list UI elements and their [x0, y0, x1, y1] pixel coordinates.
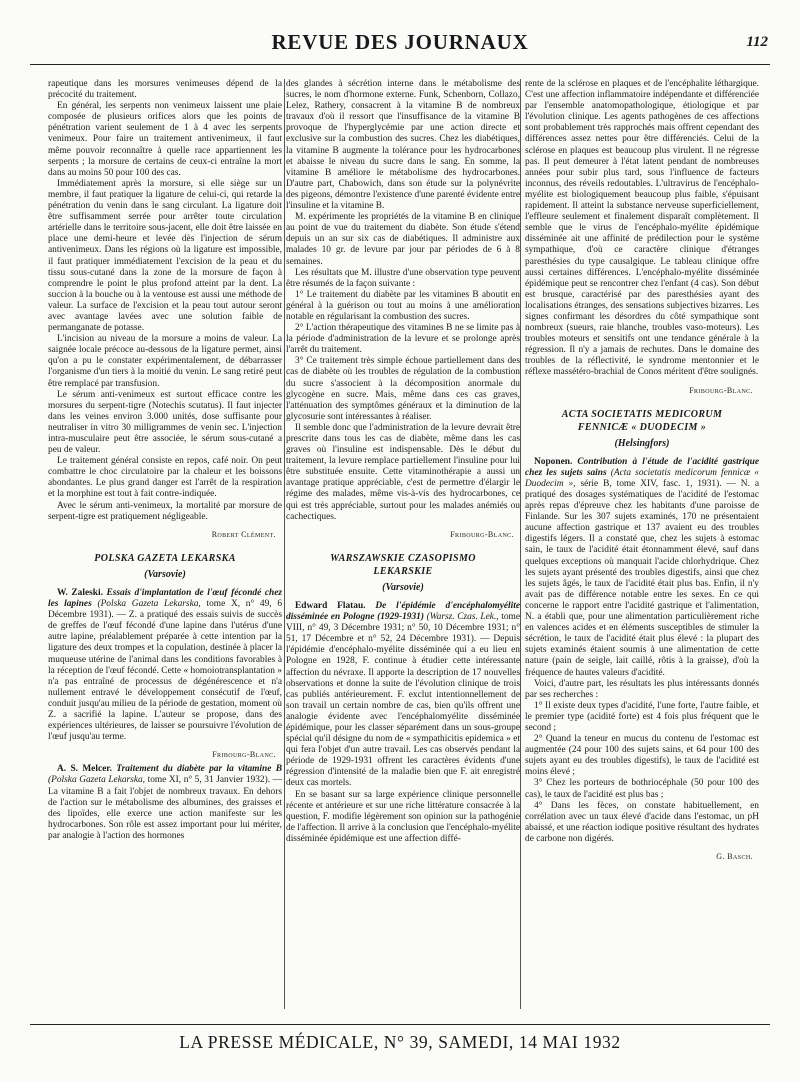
- signature: Robert Clément.: [211, 529, 276, 539]
- article-body: tome XI, n° 5, 31 Janvier 1932). — La vitamine B a fait l'objet de nombreux travaux. En dehors de l'action sur le métabolisme des albumines, des graisses et des lipoïdes, elle exerce une action manifeste sur les hydrocarbones. Son rôle est assez important pour lui mériter, par analogie à l'action des hormones: [48, 775, 282, 841]
- article-body: série B, tome XIV, fasc. 1, 1931). — N. a pratiqué des dosages systématiques de l'acidité de l'estomac après repas d'épreuve chez les habitants d'une paroisse de Finlande. Sur les 307 sujets examinés, 170 ne présentaient aucune affection gastrique et 137 avaient eu des troubles digestifs légers. Il a constaté que, chez les sujets à estomac sain, le taux de l'acidité était étonnamment élevé, sauf dans quelques exceptions où manquait l'acide chlorhydrique. Chez les sujets ayant présenté des troubles digestifs, ainsi que chez les sujets âgés, le taux de l'acidité était plus bas. Enfin, il n'y avait pas de différence notable entre les sexes. En ce qui concerne le rapport entre l'acidité gastrique et l'alimentation, N. a établi que, pour une alimentation particulièrement riche en valences acides et en éléments susceptibles de stimuler la sécrétion, le taux de l'acidité était plus élevé : la plupart des sujets examinés étaient soumis à une alimentation de cette nature (pain de seigle, lait caillé, rôtis à la graisse), d'où la fréquence de hautes valeurs d'acidité.: [525, 478, 759, 678]
- article-title: Essais d'implantation de l'œuf fécondé chez les lapines: [48, 587, 282, 610]
- journal-section-title: [286, 552, 520, 578]
- paragraph: Le traitement général consiste en repos, café noir. On peut combattre le choc circulatoire par la chaleur et les boissons abondantes. Le plus grand danger est l'arrêt de la respiration et la morphine est tout à fait contre-indiquée.: [48, 456, 282, 500]
- paragraph: rapeutique dans les morsures venimeuses dépend de la précocité du traitement.: [48, 79, 282, 101]
- paragraph: Avec le sérum anti-venimeux, la mortalité par morsure de serpent-tigre est pratiquement négligeable.: [48, 500, 282, 522]
- journal-title: REVUE DES JOURNAUX: [271, 30, 529, 54]
- list-item: 1° Le traitement du diabète par les vitamines B aboutit en général à la guérison ou tout au moins à une amélioration notable en régularisant la combustion des sucres.: [286, 289, 520, 322]
- article-abstract: [48, 588, 282, 743]
- article-citation: (Polska Gazeta Lekarska,: [48, 775, 146, 786]
- journal-section-place: (Varsovie): [382, 581, 424, 593]
- paragraph: Voici, d'autre part, les résultats les plus intéressants donnés par ses recherches :: [525, 678, 759, 700]
- article-abstract: [48, 764, 282, 842]
- article-author: Noponen.: [534, 456, 573, 467]
- article-author: W. Zaleski.: [57, 587, 103, 598]
- journal-section-title-line: WARSZAWSKIE CZASOPISMO: [330, 552, 476, 564]
- article-body: tome X, n° 49, 6 Décembre 1931). — Z. a pratiqué des essais suivis de succès de greffes de l'œuf fécondé d'une lapine dans l'utérus d'une autre lapine, préalablement préparée à cette intention par la ligature des deux trompes et la copulation, destinée à placer la muqueuse utérine de l'animal dans les conditions favorables à la réception de l'œuf fécondé. Cette « homoiotransplantation » n'a pas entraîné de processus de dégénérescence et n'a nullement entravé le développement consécutif de l'œuf, conduit jusqu'au milieu de la période de gestation, moment où Z. a sacrifié la lapine. L'auteur se propose, dans des expériences ultérieures, de laisser se poursuivre l'évolution de l'œuf jusqu'au terme.: [48, 599, 282, 743]
- paragraph: des glandes à sécrétion interne dans le métabolisme des sucres, le nom d'hormone externe. Funk, Schenborn, Collazo, Lelez, Rathery, consacrent à la vitamine B de nombreux travaux d'où il ressort que l'insuffisance de la vitamine B provoque de l'hyperglycémie par une action directe et exclusive sur la combustion des sucres. Chez les diabétiques, la vitamine B augmente la tolérance pour les hydrocarbones et abaisse le niveau du sucre dans le sang. En somme, la vitamine B améliore le métabolisme des hydrocarbones. D'autre part, Chabowich, dans son étude sur la polynévrite des pigeons, démontre l'existence d'une parenté évidente entre l'insuline et la vitamine B.: [286, 79, 520, 212]
- paragraph: Immédiatement après la morsure, si elle siège sur un membre, il faut pratiquer la ligature de celui-ci, qui retarde la pénétration du venin dans le sang circulant. La ligature doit être suffisamment serrée pour arrêter toute circulation artérielle dans le territoire sous-jacent, elle doit être laissée en place une demi-heure et levée dès l'injection de sérum antivenimeux. Dans les régions où la ligature est impossible, il faut pratiquer immédiatement l'excision de la peau et du tissu sous-cutané dans la zone de la morsure de façon à comprendre le point le plus profond atteint par la dent. La succion à la bouche ou à la ventouse est aussi une méthode de valeur. La surface de l'excision et la peau tout autour seront avec avantage lavées avec une solution faible de permanganate de potasse.: [48, 178, 282, 334]
- paragraph: M. expérimente les propriétés de la vitamine B en clinique au point de vue du traitement du diabète. Son étude s'étend depuis un an sur six cas de diabétiques. Il administre aux malades 10 gr. de levure par jour par périodes de 6 à 8 semaines.: [286, 212, 520, 267]
- signature: Fribourg-Blanc.: [212, 750, 276, 760]
- paragraph: Il semble donc que l'administration de la levure devrait être prescrite dans tous les cas de diabète, même dans les cas graves où l'insuline est indispensable. Dès le début du traitement, la levure remplace partiellement l'insuline pour lui être substituée ensuite. Cette vitaminothérapie a aussi un avantage pratique appréciable, c'est de permettre d'élargir le régime des malades, même vis-à-vis des hydrocarbones, ce qui est très appréciable, surtout pour les malades anémiés ou cachectiques.: [286, 422, 520, 522]
- article-body: tome VIII, n° 49, 3 Décembre 1931; n° 50, 10 Décembre 1931; n° 51, 17 Décembre et n° 52, 24 Décembre 1931). — Depuis l'épidémie d'encéphalo-myélite disséminée qui a eu lieu en Pologne en 1928, F. continue à étudier cette intéressante affection du névraxe. Il apporte la description de 17 nouvelles observations et donne la suite de l'évolution clinique de trois cas publiés antérieurement. F. exclut intentionnellement de son travail un certain nombre de cas, bien qu'ils offrent une analogie évidente avec l'encéphalomyélite disséminée épidémique, pour les classer séparément dans un sous-groupe spécial qu'il désigne du nom de « sympathicitis epidemica » et qui fera l'objet d'un autre travail. Les cas observés pendant la période de 1929-1931 offrent les caractères évidents d'une régression d'intensité de la maladie bien que F. ait enregistré deux cas mortels.: [286, 612, 520, 789]
- article-author: A. S. Melcer.: [57, 764, 112, 775]
- signature: G. Basch.: [716, 852, 753, 861]
- article-title: Traitement du diabète par la vitamine B: [116, 764, 282, 775]
- paragraph: En se basant sur sa large expérience clinique personnelle récente et antérieure et sur une riche littérature consacrée à la question, F. modifie légèrement son opinion sur la pathogénie de l'affection. Il arrive à la conclusion que l'encéphalo-myélite disséminée épidémique est une affection diffé-: [286, 789, 520, 844]
- article-citation: (Warsz. Czas. Lek.,: [426, 612, 499, 623]
- journal-section-place: (Varsovie): [144, 568, 186, 580]
- article-abstract: [286, 601, 520, 790]
- page-header: [30, 24, 770, 65]
- page-number: 112: [746, 34, 768, 50]
- list-item: 2° L'action thérapeutique des vitamines B ne se limite pas à la période d'administration de la levure et se prolonge après l'arrêt du traitement.: [286, 323, 520, 356]
- article-title: De l'épidémie d'encéphalomyélite disséminée en Pologne (1929-1931): [286, 600, 520, 623]
- column-middle: [286, 79, 520, 1014]
- column-divider: [284, 79, 285, 1009]
- paragraph: L'incision au niveau de la morsure a moins de valeur. La saignée locale précoce au-dessous de la ligature permet, ainsi qu'on a pu le constater expérimentalement, de débarrasser l'organisme d'un tiers à la moitié du venin. Le sang retiré peut être remplacé par transfusion.: [48, 334, 282, 389]
- article-citation: (Polska Gazeta Lekarska,: [97, 599, 201, 610]
- article-author: Edward Flatau.: [295, 600, 366, 611]
- article-citation: (Acta societatis medicorum fennicæ « Duodecim »,: [525, 467, 759, 489]
- journal-section-place: (Helsingfors): [614, 437, 670, 449]
- paragraph: rente de la sclérose en plaques et de l'encéphalite léthargique. C'est une affection inflammatoire indépendante et différenciée par l'ensemble anatomopathologique, étiologique et par l'évolution clinique. Les agents pathogènes de ces affections sont probablement très rapprochés mais offrent cependant des différences assez nettes pour être différenciés. Celui de la sclérose en plaques est beaucoup plus virulent. Il ne régresse pas. Il peut demeurer à l'état latent pendant de nombreuses années pour subir plus tard, sous l'influence de facteurs inconnus, des réveils redoutables. L'ultravirus de l'encéphalo-myélite est biologiquement beaucoup plus faible, s'épuisant rapidement. Il atteint la substance nerveuse superficiellement, l'effleure seulement et finalement disparaît complètement. Il semble que le virus de l'encéphalo-myélite épidémique disséminée ait une affinité de prédilection pour le système sympathique, d'où ce caractère clinique d'étranges paresthésies du type causalgique. Le tableau clinique offre aussi certaines différences. L'encéphalo-myélite disséminée épidémique peut se rencontrer chez l'enfant (4 cas). Son début est brusque, caractérisé par des paresthésies ayant des localisations étranges, des sensations subjectives bizarres. Les signes confirmant les désordres du côté sympathique sont nombreux (sueurs, raie blanche, troubles vaso-moteurs). Les troubles moteurs et sensitifs ont une tendance générale à la régression. Il n'y a jamais de rechutes. Dans le domaine des troubles de la réflectivité, le syndrome mentonnier et le réflexe massétéro-brachial de Conos méritent d'être soulignés.: [525, 79, 759, 378]
- page-footer: [30, 1024, 770, 1059]
- paragraph: En général, les serpents non venimeux laissent une plaie composée de plusieurs orifices alors que les points de pénétration varient seulement de 1 à 4 avec les serpents venimeux. Pour faire un traitement antivenimeux, il faut même pouvoir reconnaître à quelle race appartiennent les serpents ; la morsure de certains de ceux-ci entraîne la mort dans au moins 50 pour 100 des cas.: [48, 101, 282, 178]
- journal-section-title-line: LEKARSKIE: [373, 565, 433, 577]
- list-item: 4° Dans les fèces, on constate habituellement, en corrélation avec un taux élevé d'acide dans l'estomac, un pH abaissé, et une réaction iodique positive résultant des hydrates de carbone non digérés.: [525, 800, 759, 844]
- paragraph: Le sérum anti-venimeux est surtout efficace contre les morsures du serpent-tigre (Notechis scutatus). Il faut injecter dans les veines environ 3.000 unités, dose suffisante pour neutraliser in vitro 30 milligrammes de venin sec. L'injection intra-musculaire peut être associée, le sérum sous-cutané a peu de valeur.: [48, 389, 282, 456]
- journal-section-title: POLSKA GAZETA LEKARSKA: [94, 552, 236, 564]
- journal-section-title: [525, 408, 759, 434]
- list-item: 2° Quand la teneur en mucus du contenu de l'estomac est augmentée (24 pour 100 des sujets sains, et 64 pour 100 des sujets ayant eu des troubles digestifs), le taux de l'acidité est moins élevé ;: [525, 734, 759, 778]
- column-left: [48, 79, 282, 1014]
- signature: Fribourg-Blanc.: [450, 529, 514, 539]
- footer-issue-line: LA PRESSE MÉDICALE, N° 39, SAMEDI, 14 MAI 1932: [179, 1032, 621, 1052]
- journal-section-title-line: FENNICÆ « DUODECIM »: [577, 421, 707, 433]
- signature: Fribourg-Blanc.: [689, 385, 753, 395]
- paragraph: Les résultats que M. illustre d'une observation type peuvent être résumés de la façon suivante :: [286, 267, 520, 289]
- list-item: 3° Ce traitement très simple échoue partiellement dans des cas de diabète où les troubles de régulation de la combustion du sucre s'associent à la décomposition anormale du glycogène en sucre. Mais, même dans ces cas graves, l'atténuation des symptômes généraux et la diminution de la glycosurie sont intéressantes à réaliser.: [286, 356, 520, 422]
- list-item: 1° Il existe deux types d'acidité, l'une forte, l'autre faible, et le premier type (acidité forte) est 4 fois plus fréquent que le second ;: [525, 700, 759, 733]
- column-divider: [520, 79, 521, 1009]
- column-right: [525, 79, 759, 1014]
- article-title: Contribution à l'étude de l'acidité gastrique chez les sujets sains: [525, 456, 759, 478]
- article-abstract: [525, 457, 759, 679]
- journal-section-title-line: ACTA SOCIETATIS MEDICORUM: [561, 408, 723, 420]
- list-item: 3° Chez les porteurs de bothriocéphale (50 pour 100 des cas), le taux de l'acidité est plus bas ;: [525, 778, 759, 800]
